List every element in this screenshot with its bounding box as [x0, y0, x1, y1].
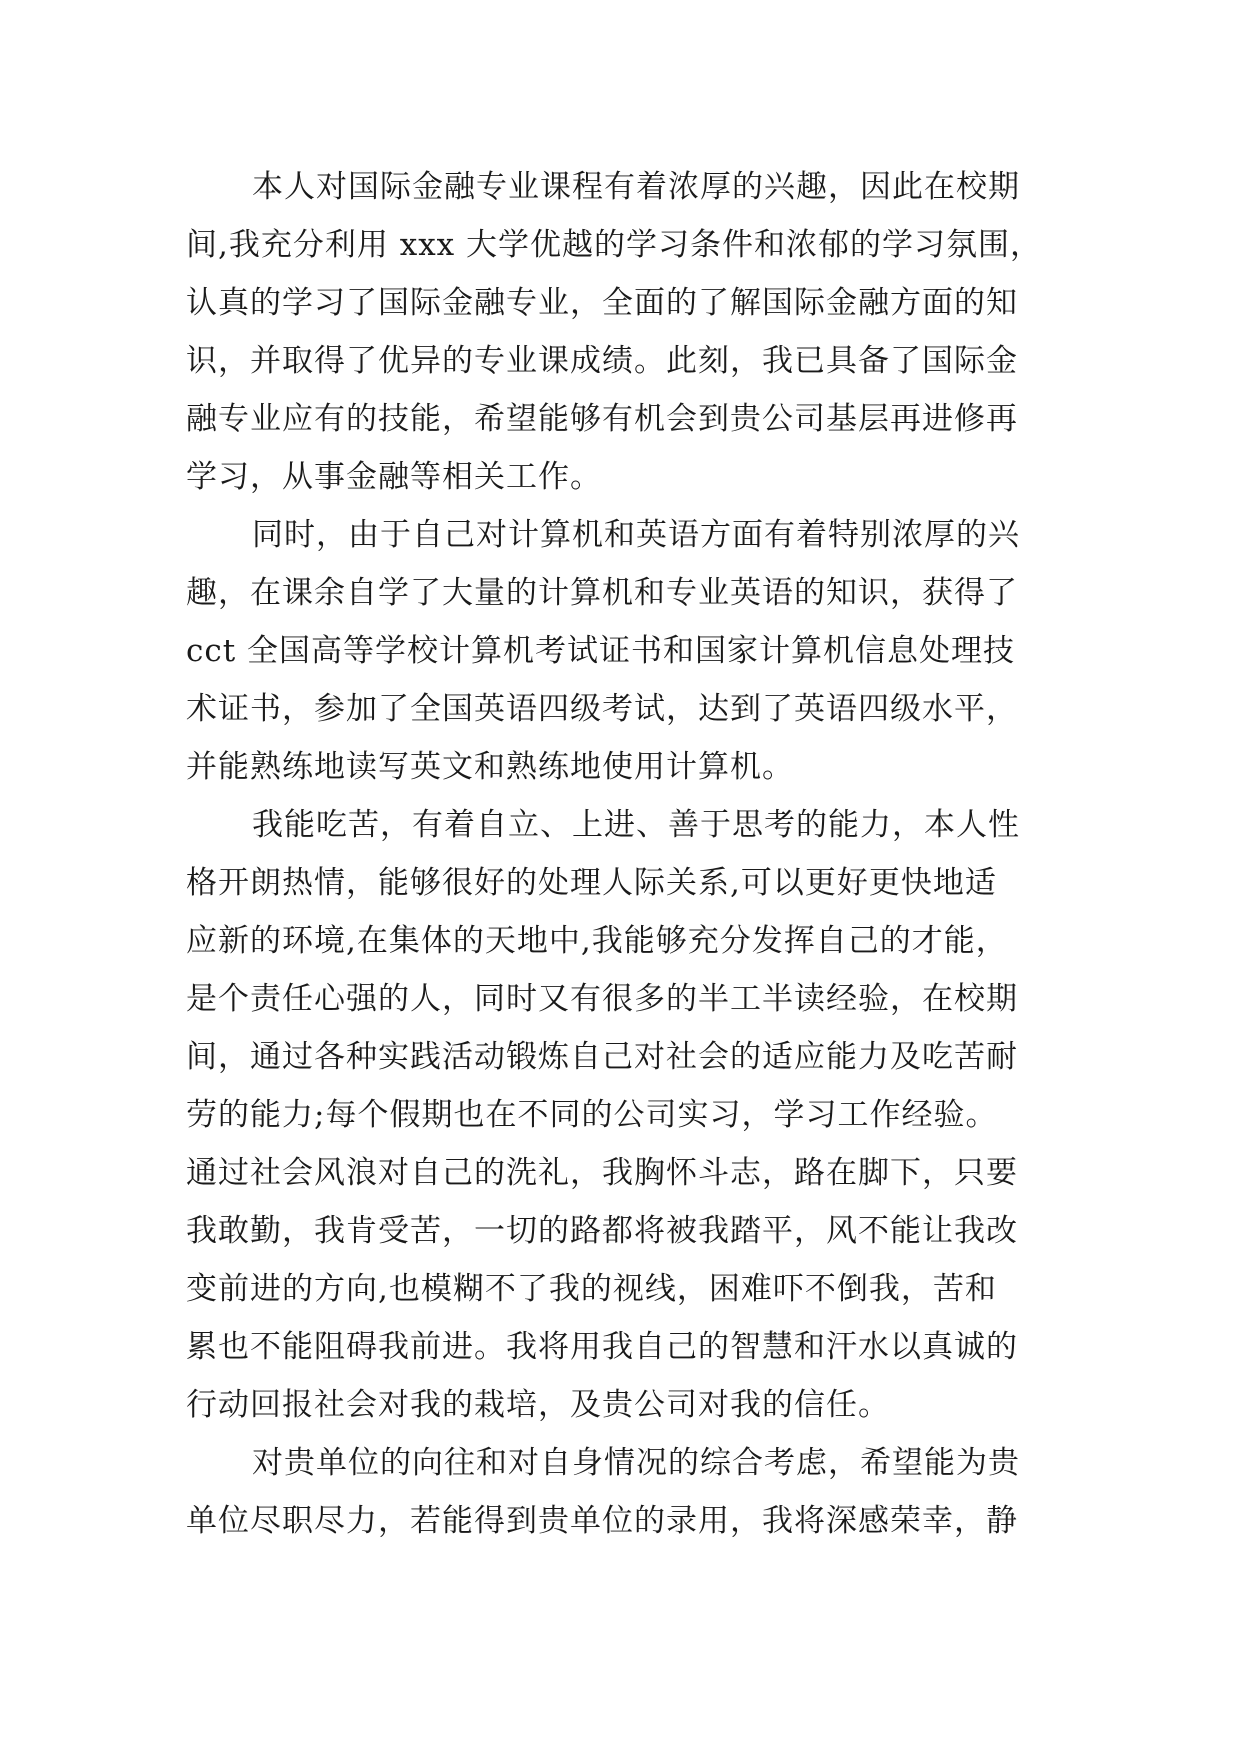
text-line: 单位尽职尽力，若能得到贵单位的录用，我将深感荣幸，静	[186, 1503, 1018, 1539]
text-line: 本人对国际金融专业课程有着浓厚的兴趣，因此在校期	[252, 169, 1020, 205]
text-line: 行动回报社会对我的栽培，及贵公司对我的信任。	[186, 1387, 890, 1423]
text-line: 是个责任心强的人，同时又有很多的半工半读经验，在校期	[186, 981, 1018, 1017]
text-line: 应新的环境,在集体的天地中,我能够充分发挥自己的才能，	[186, 923, 1008, 959]
text-line: 融专业应有的技能，希望能够有机会到贵公司基层再进修再	[186, 401, 1018, 437]
paragraph-3	[186, 796, 1060, 1434]
text-line: 同时，由于自己对计算机和英语方面有着特别浓厚的兴	[252, 517, 1020, 553]
text-line: 劳的能力;每个假期也在不同的公司实习，学习工作经验。	[186, 1097, 998, 1133]
text-line: 变前进的方向,也模糊不了我的视线，困难吓不倒我，苦和	[186, 1271, 997, 1307]
text-line: 术证书，参加了全国英语四级考试，达到了英语四级水平，	[186, 691, 1018, 727]
document-body	[186, 158, 1060, 1550]
paragraph-1	[186, 158, 1060, 506]
text-line: 我能吃苦，有着自立、上进、善于思考的能力，本人性	[252, 807, 1020, 843]
text-line: 识，并取得了优异的专业课成绩。此刻，我已具备了国际金	[186, 343, 1018, 379]
text-line: 通过社会风浪对自己的洗礼，我胸怀斗志，路在脚下，只要	[186, 1155, 1018, 1191]
text-line: cct 全国高等学校计算机考试证书和国家计算机信息处理技	[186, 633, 1016, 669]
text-line: 认真的学习了国际金融专业，全面的了解国际金融方面的知	[186, 285, 1018, 321]
text-line: 格开朗热情，能够很好的处理人际关系,可以更好更快地适	[186, 865, 997, 901]
text-line: 学习，从事金融等相关工作。	[186, 459, 602, 495]
paragraph-4	[186, 1434, 1060, 1550]
text-line: 我敢勤，我肯受苦，一切的路都将被我踏平，风不能让我改	[186, 1213, 1018, 1249]
text-line: 累也不能阻碍我前进。我将用我自己的智慧和汗水以真诚的	[186, 1329, 1018, 1365]
text-line: 对贵单位的向往和对自身情况的综合考虑，希望能为贵	[252, 1445, 1020, 1481]
text-line: 趣，在课余自学了大量的计算机和专业英语的知识，获得了	[186, 575, 1018, 611]
text-line: 间，通过各种实践活动锻炼自己对社会的适应能力及吃苦耐	[186, 1039, 1018, 1075]
text-line: 并能熟练地读写英文和熟练地使用计算机。	[186, 749, 794, 785]
paragraph-2	[186, 506, 1060, 796]
text-line: 间,我充分利用 xxx 大学优越的学习条件和浓郁的学习氛围，	[186, 227, 1043, 263]
